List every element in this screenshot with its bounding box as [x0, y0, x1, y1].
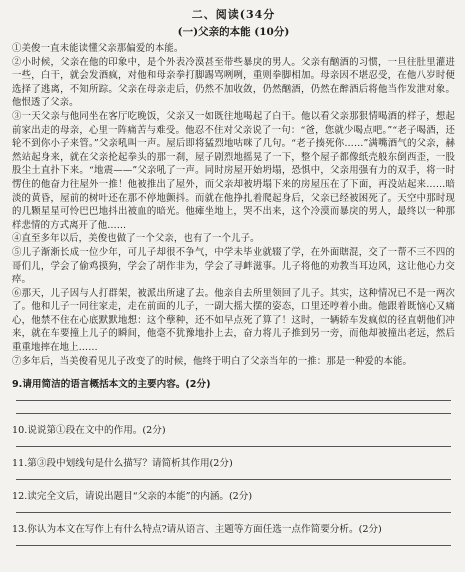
- paragraph-2: ②小时候，父亲在他的印象中，是个外表冷漠甚至带些暴戾的男人。父亲有酗酒的习惯，一旦往肚里灌进一些，白干，就会发酒疯，对他和母亲拳打脚踢骂咧咧，重则拳脚相加。母亲因不堪忍受，在他八岁时便选择了逃离，不知所踪。父亲在母亲走后，仍然不加收敛，仍然酗酒，仍然在醉酒后将他当作发泄对象。他恨透了父亲。: [12, 56, 455, 109]
- answer-line: [16, 479, 451, 480]
- paragraph-6: ⑥那天，儿子因与人打群架，被派出所逮了去。他亲自去所里领回了儿子。其实，这种情况已不是一两次了。他和儿子一同往家走，走在前面的儿子，一副大摇大摆的姿态，口里还哼着小曲。他跟着既恼心又痛心，他禁不住在心底默默地想：这个孽种，还不如早点死了算了！这时，一辆轿车发疯似的径直朝他们冲来，就在车要撞上儿子的瞬间，他毫不犹豫地扑上去，奋力将儿子推到另一旁，而他却被撞出老远，然后重重地摔在地上……: [12, 287, 455, 354]
- question-12: 12.读完全文后，请说出题目“父亲的本能”的内涵。(2分): [12, 491, 253, 503]
- paragraph-1: ①美俊一直未能读懂父亲那偏爱的本能。: [12, 43, 184, 54]
- question-10: 10.说说第①段在文中的作用。(2分): [12, 425, 166, 437]
- question-13: 13.你认为本文在写作上有什么特点?请从语言、主题等方面任选一点作简要分析。(2分): [12, 524, 382, 536]
- passage-title: (一)父亲的本能 (10分): [177, 26, 290, 38]
- answer-line: [16, 446, 451, 447]
- paragraph-5: ⑤儿子渐渐长成一位少年，可儿子却很不争气，中学未毕业就辍了学，在外面瞎混，交了一帮不三不四的哥们儿，学会了偷鸡摸狗，学会了胡作非为，学会了寻衅滋事。儿子将他的劝教当耳边风，这让他心力交瘁。: [12, 246, 455, 286]
- answer-line: [16, 400, 451, 401]
- paragraph-7: ⑦多年后，当美俊看见儿子改变了的时候，他终于明白了父亲当年的一推：那是一种爱的本能。: [12, 355, 413, 367]
- paragraph-3: ③一天父亲与他同坐在客厅吃晚饭，父亲又一如既往地喝起了白干。他以看父亲那狠情喝酒的样子，想起前家出走的母亲，心里一阵痛苦与难受。他忍不住对父亲说了一句：“爸，您就少喝点吧。”“老子喝酒，还轮不到你小子来管。”父亲吼叫一声。屋后即将猛烈地咕咪了几句。“老子揍死你……”满嘴酒气的父亲，赫然站起身来，就在父亲抡起拳头的那一刹，屋子剧烈地摇晃了一下，整个屋子都像纸壳般东倒西歪，一股股尘土直扑下来。“地震——”父亲吼了一声。同时房屋开始坍塌，恐惧中，父亲用强有力的双手，将一时愣住的他奋力往屋外一推！他被推出了屋外，而父亲却被坍塌下来的房屋压在了下面，再没站起来……暗淡的黄昏，屋前的树叶还在那不停地颤抖。而就在他挣扎着爬起身后，父亲已经被困死了。天空中那时现的几颗星星可怜巴巴地抖出被血的暗光。他瘫坐地上，哭不出来，这个冷漠而暴戾的男人，最终以一种那样悲情的方式离开了他……: [12, 110, 455, 231]
- section-title: 二、阅读(34分: [191, 8, 276, 21]
- paragraph-4: ④直至多年以后，美俊也做了一个父亲，也有了一个儿子。: [12, 233, 260, 245]
- answer-line: [16, 413, 451, 414]
- answer-line: [16, 512, 451, 513]
- question-11: 11.第③段中划线句是什么描写？请简析其作用(2分): [12, 458, 233, 470]
- answer-line: [16, 545, 451, 546]
- question-9: 9.请用简洁的语言概括本文的主要内容。(2分): [12, 379, 211, 391]
